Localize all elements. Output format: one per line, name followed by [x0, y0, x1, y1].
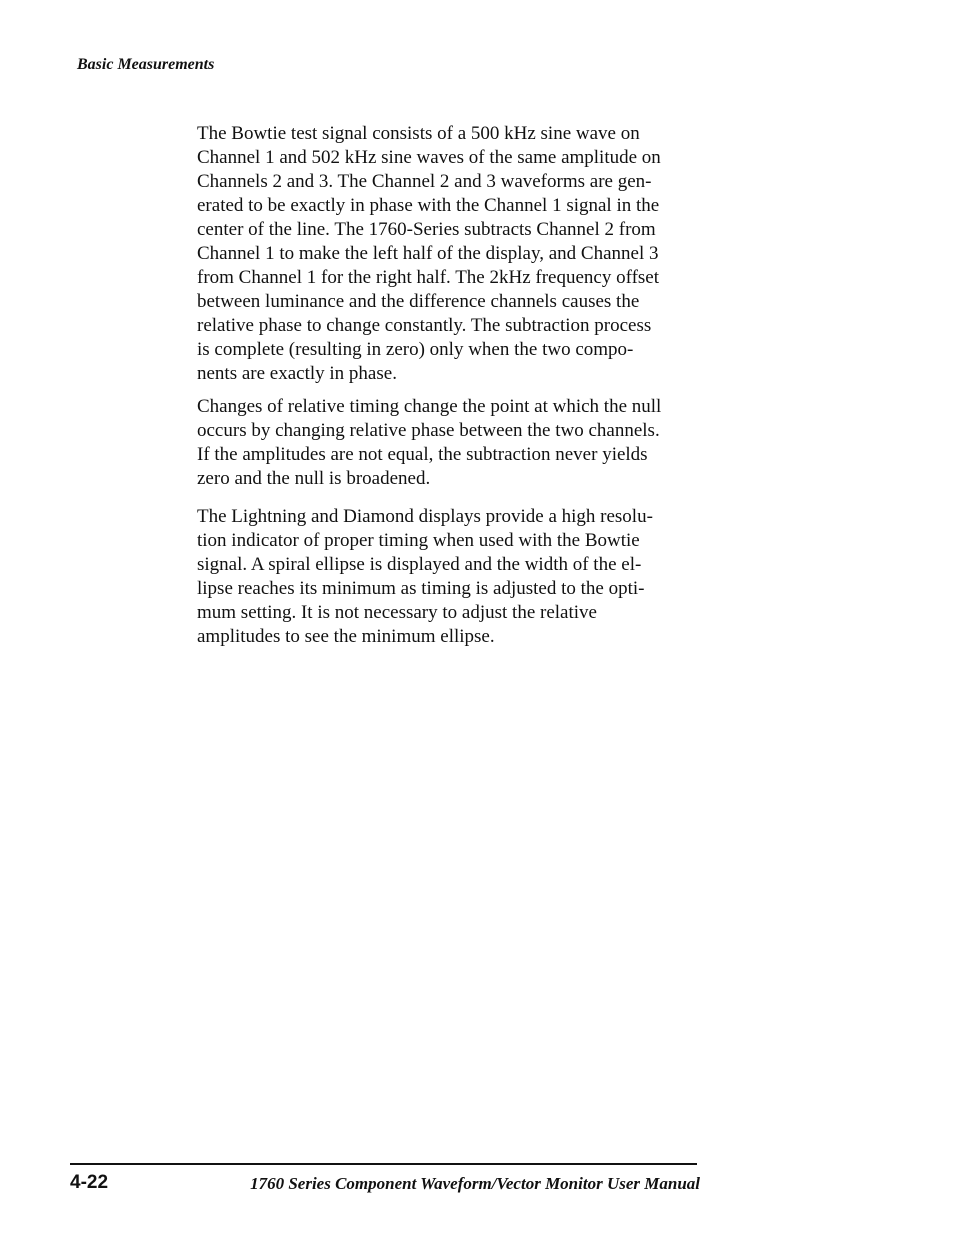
text-line: Channel 1 to make the left half of the display, and Channel 3 [197, 243, 659, 264]
text-line: The Lightning and Diamond displays provide a high resolu- [197, 506, 653, 527]
text-line: occurs by changing relative phase between the two channels. [197, 420, 660, 441]
text-line: Changes of relative timing change the point at which the null [197, 396, 662, 417]
running-header: Basic Measurements [77, 56, 215, 73]
text-line: If the amplitudes are not equal, the subtraction never yields [197, 444, 648, 465]
paragraph-bowtie-signal [197, 122, 707, 386]
text-line: mum setting. It is not necessary to adjust the relative [197, 602, 597, 623]
text-line: tion indicator of proper timing when used with the Bowtie [197, 530, 640, 551]
footer-rule [70, 1163, 697, 1165]
text-line: zero and the null is broadened. [197, 468, 431, 489]
page-number: 4-22 [70, 1172, 109, 1193]
text-line: amplitudes to see the minimum ellipse. [197, 626, 495, 647]
text-line: The Bowtie test signal consists of a 500 kHz sine wave on [197, 123, 640, 144]
text-line: signal. A spiral ellipse is displayed and the width of the el- [197, 554, 642, 575]
text-line: between luminance and the difference channels causes the [197, 291, 640, 312]
manual-title: 1760 Series Component Waveform/Vector Monitor User Manual [250, 1174, 700, 1193]
text-line: relative phase to change constantly. The subtraction process [197, 315, 652, 336]
paragraph-lightning-diamond [197, 505, 707, 649]
text-line: lipse reaches its minimum as timing is adjusted to the opti- [197, 578, 645, 599]
text-line: erated to be exactly in phase with the Channel 1 signal in the [197, 195, 660, 216]
text-line: from Channel 1 for the right half. The 2kHz frequency offset [197, 267, 660, 288]
text-line: Channel 1 and 502 kHz sine waves of the same amplitude on [197, 147, 661, 168]
text-line: is complete (resulting in zero) only when the two compo- [197, 339, 634, 360]
text-line: nents are exactly in phase. [197, 363, 397, 384]
text-line: Channels 2 and 3. The Channel 2 and 3 waveforms are gen- [197, 171, 652, 192]
body-text [197, 122, 707, 658]
text-line: center of the line. The 1760-Series subtracts Channel 2 from [197, 219, 656, 240]
paragraph-relative-timing [197, 395, 707, 491]
